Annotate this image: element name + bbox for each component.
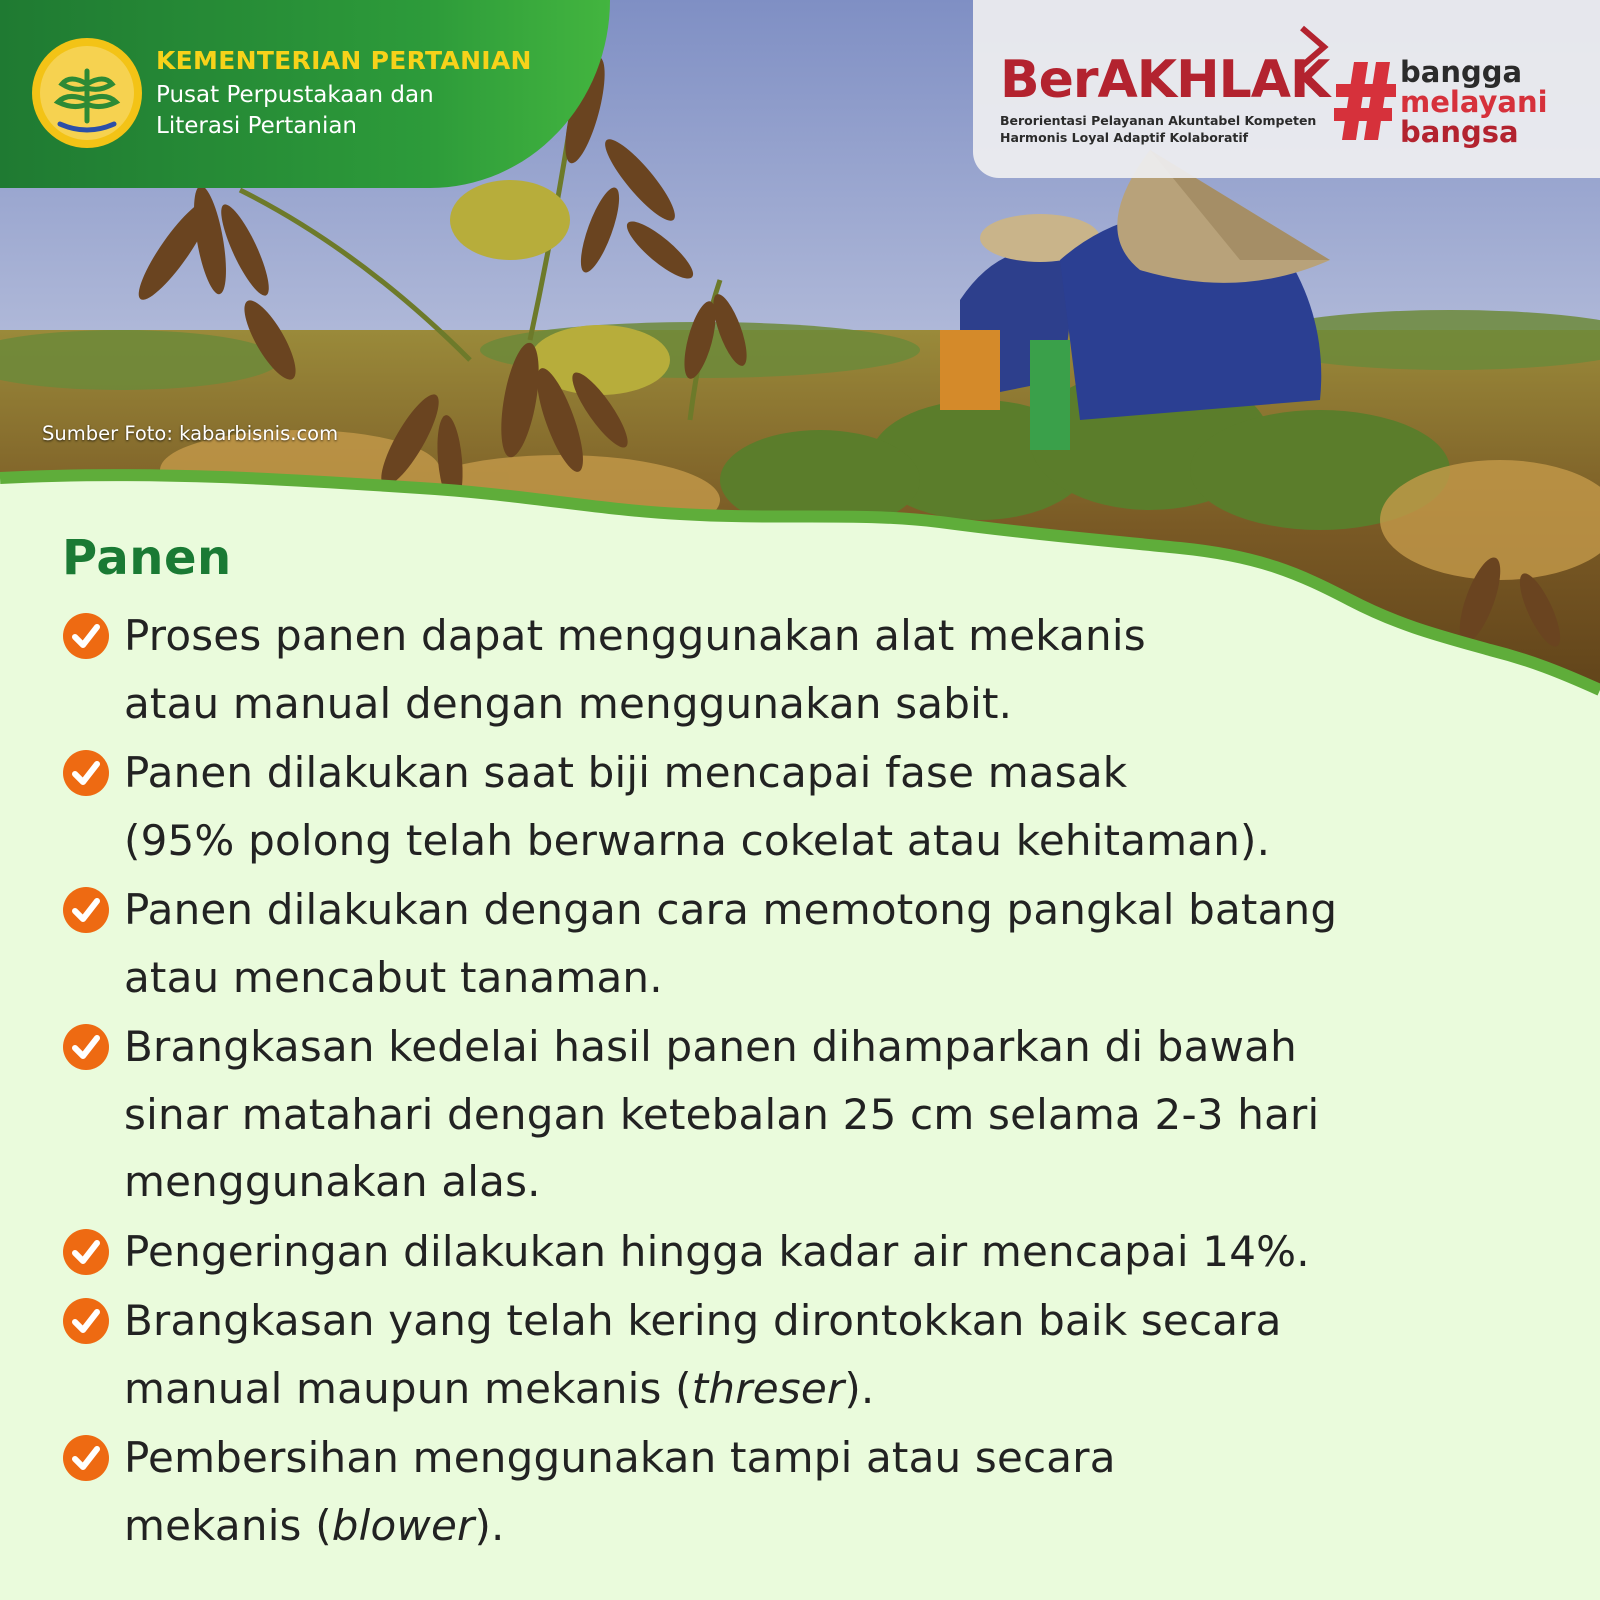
list-item-line [124,1355,1522,1423]
berakhlak-values-line-1: Berorientasi Pelayanan Akuntabel Kompeten [1000,113,1317,128]
list-item-text [124,1218,1522,1286]
list-item [62,739,1522,874]
list-item-line: Panen dilakukan saat biji mencapai fase masak [124,748,1128,797]
hashtag-icon [1334,58,1398,144]
list-item-text [124,1424,1522,1559]
chevron-right-icon [1296,24,1330,70]
list-item-fragment: ). [474,1500,505,1550]
check-circle-icon [62,612,110,660]
harvest-steps-list [62,602,1522,1561]
list-item-line: Proses panen dapat menggunakan alat mekanis [124,611,1146,660]
list-item-fragment: mekanis ( [124,1500,332,1550]
list-item-line: atau mencabut tanaman. [124,952,663,1002]
list-item-line: Brangkasan kedelai hasil panen dihamparkan di bawah [124,1022,1297,1071]
list-item-line [124,1492,1522,1560]
list-item-line: Pengeringan dilakukan hingga kadar air mencapai 14%. [124,1226,1310,1276]
unit-line-1: Pusat Perpustakaan dan [156,82,434,108]
list-item [62,1424,1522,1559]
ministry-name: KEMENTERIAN PERTANIAN [156,46,532,75]
ministry-emblem-icon [30,36,144,150]
list-item [62,1287,1522,1422]
list-item-fragment: manual maupun mekanis ( [124,1363,692,1413]
list-item-text [124,876,1522,1011]
list-item-line: (95% polong telah berwarna cokelat atau kehitaman). [124,815,1271,865]
check-circle-icon [62,1434,110,1482]
check-circle-icon [62,1023,110,1071]
list-item-line: menggunakan alas. [124,1157,541,1206]
list-item-text [124,1287,1522,1422]
ministry-unit [156,80,536,142]
list-item-line: Panen dilakukan dengan cara memotong pangkal batang [124,885,1338,934]
photo-credit: Sumber Foto: kabarbisnis.com [42,422,339,445]
list-item [62,1013,1522,1216]
list-item-text [124,602,1522,737]
list-item [62,602,1522,737]
list-item [62,1218,1522,1286]
check-circle-icon [62,1228,110,1276]
berakhlak-values-line-2: Harmonis Loyal Adaptif Kolaboratif [1000,130,1249,145]
list-item-text [124,739,1522,874]
list-item-line: Brangkasan yang telah kering dirontokkan baik secara [124,1296,1282,1345]
list-item-line: atau manual dengan menggunakan sabit. [124,678,1013,728]
list-item-text [124,1013,1522,1216]
list-item-italic-term: blower [331,1500,475,1550]
tagline-word-3: bangsa [1400,115,1519,149]
list-item-italic-term: threser [691,1363,845,1413]
check-circle-icon [62,886,110,934]
check-circle-icon [62,1297,110,1345]
check-circle-icon [62,749,110,797]
tagline-word-2: melayani [1400,85,1548,119]
unit-line-2: Literasi Pertanian [156,113,358,139]
list-item [62,876,1522,1011]
tagline-word-1: bangga [1400,55,1523,89]
list-item-fragment: ). [844,1363,875,1413]
list-item-line: sinar matahari dengan ketebalan 25 cm selama 2-3 hari [124,1089,1320,1139]
section-title: Panen [62,530,232,586]
berakhlak-logo: BerAKHLAK [1000,50,1330,110]
list-item-line: Pembersihan menggunakan tampi atau secara [124,1433,1116,1482]
